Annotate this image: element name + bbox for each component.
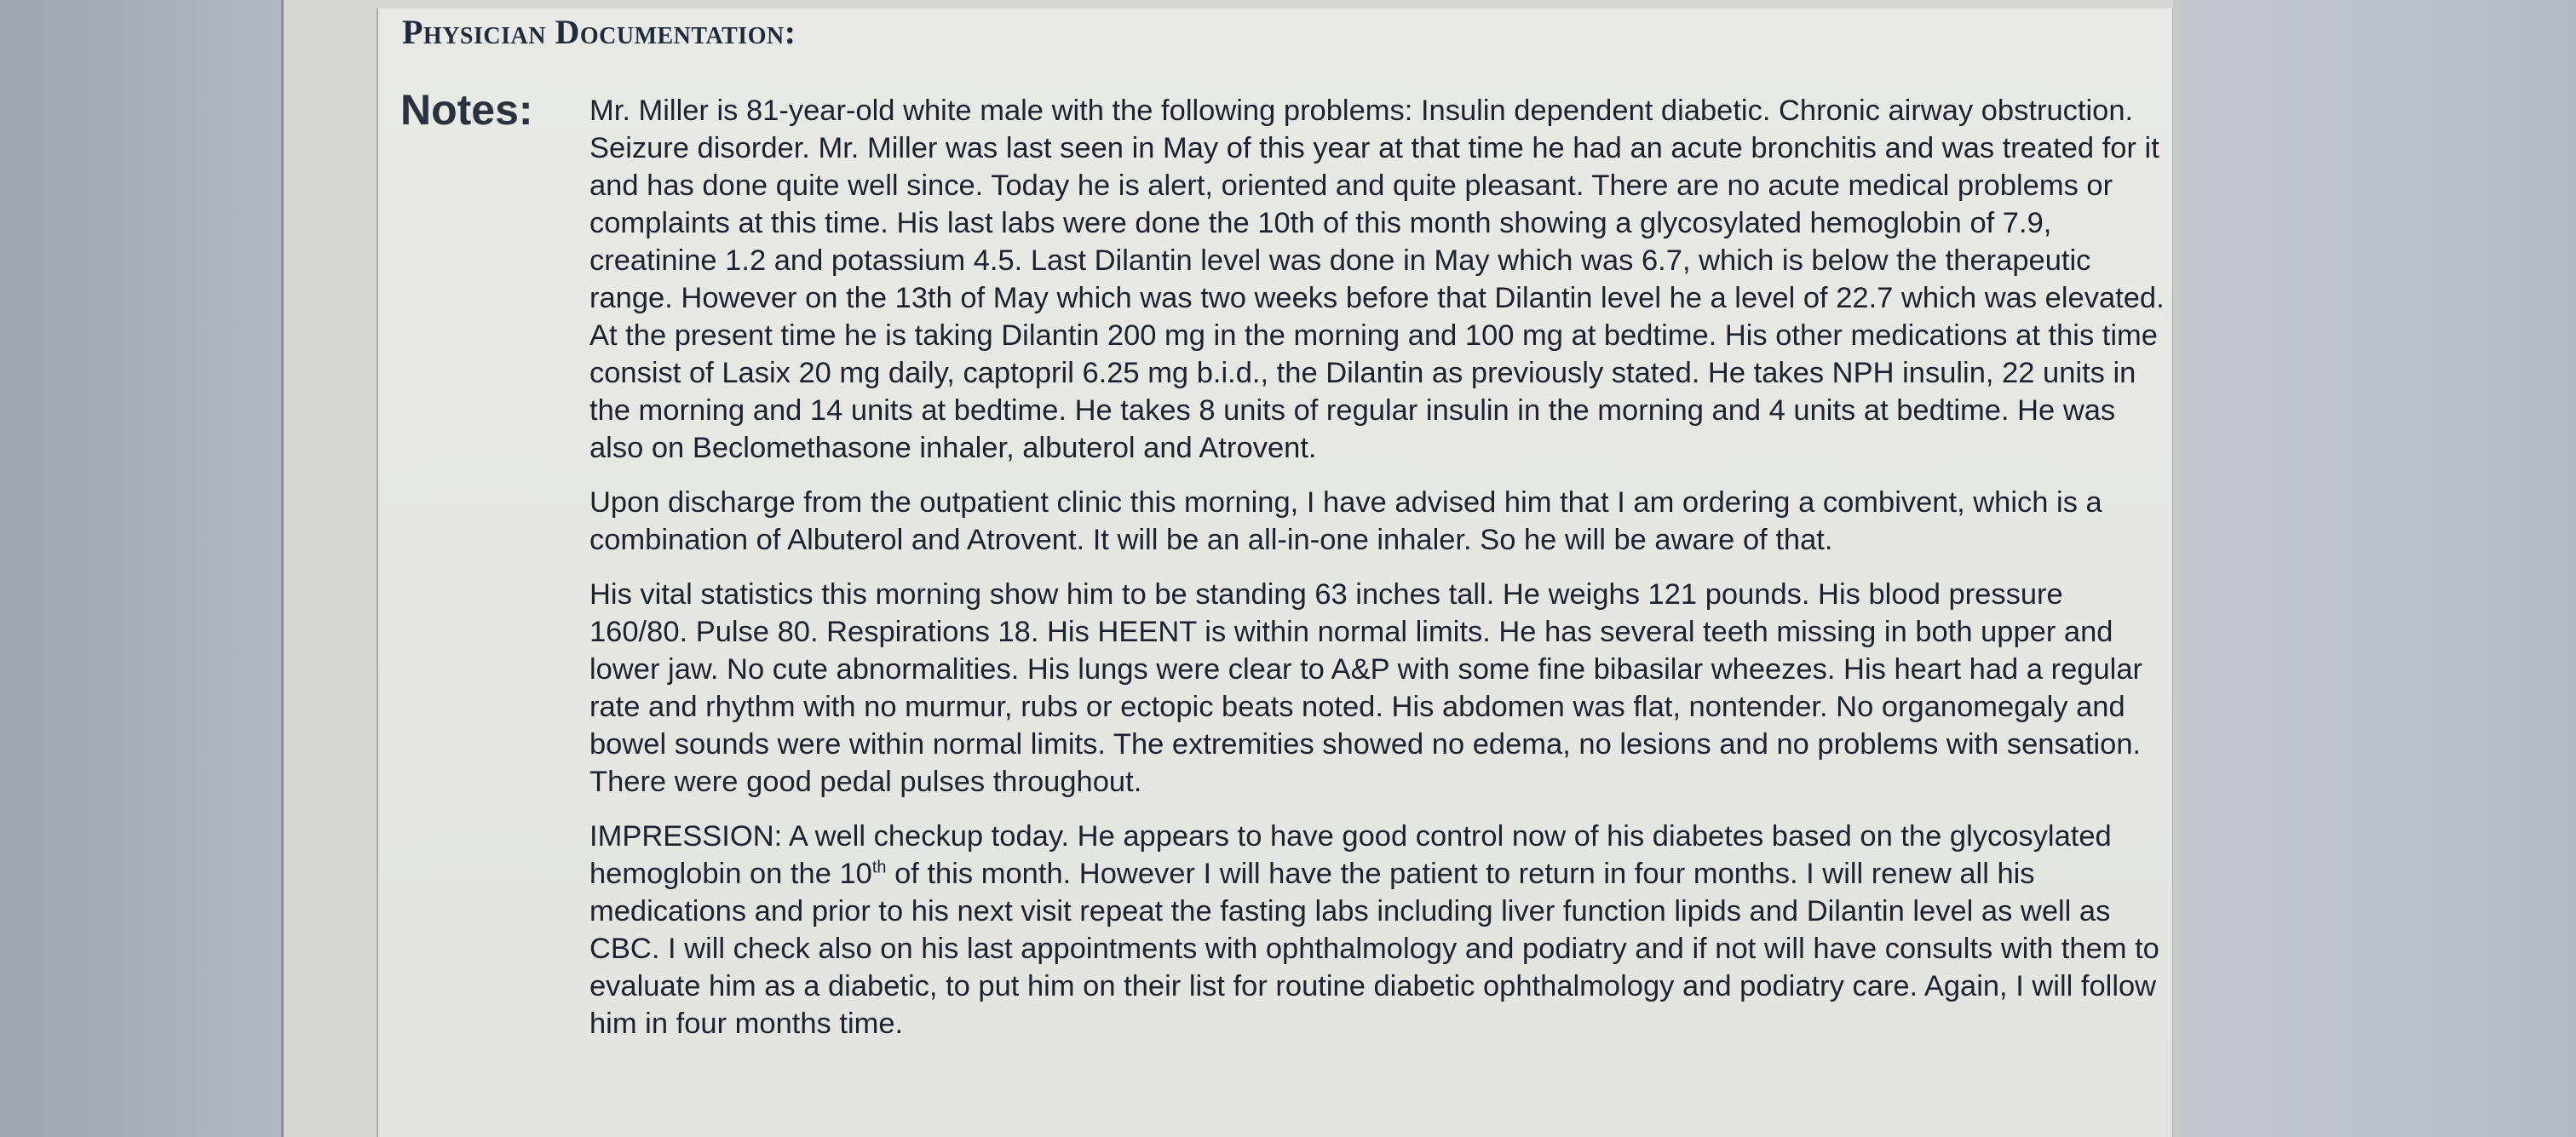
notes-paragraph-discharge: Upon discharge from the outpatient clinic this morning, I have advised him that I am ordering a combivent, which is a combination of Albuterol and Atrovent. It will be an all-in-one inhaler. So he will be aware of that. [589,486,2102,556]
notes-paragraph-history: Mr. Miller is 81-year-old white male with the following problems: Insulin dependent diabetic. Chronic airway obstruction. Seizure disorder. Mr. Miller was last seen in May of this year at that time he had an acute bronchitis and was treated for it and has done quite well since. Today he is alert, oriented and quite pleasant. There are no acute medical problems or complaints at this time. His last labs were done the 10th of this month showing a glycosylated hemoglobin of 7.9, creatinine 1.2 and potassium 4.5. Last Dilantin level was done in May which was 6.7, which is below the therapeutic range. However on the 13th of May which was two weeks before that Dilantin level he a level of 22.7 which was elevated. At the present time he is taking Dilantin 200 mg in the morning and 100 mg at bedtime. His other medications at this time consist of Lasix 20 mg daily, captopril 6.25 mg b.i.d., the Dilantin as previously stated. He takes NPH insulin, 22 units in the morning and 14 units at bedtime. He takes 8 units of regular insulin in the morning and 4 units at bedtime. He was also on Beclomethasone inhaler, albuterol and Atrovent. [589,95,2165,464]
impression-text-end: of this month. However I will have the patient to return in four months. I will renew all his medications and prior to his next visit repeat the fasting labs including liver function lipids and Dilantin level as well as CBC. I will check also on his last appointments with ophthalmology and podiatry and if not will have consults with them to evaluate him as a diabetic, to put him on their list for routine diabetic ophthalmology and podiatry care. Again, I will follow him in four months time. [589,858,2159,1040]
impression-text-start: IMPRESSION: A well checkup today. He appears to have good control now of his diabetes based on the glycosylated hemoglobin on the 10 [589,820,2112,890]
impression-superscript: th [871,858,887,877]
notes-paragraph-impression [589,818,2165,1042]
notes-body [589,92,2165,1059]
section-title: Physician Documentation: [402,13,796,51]
left-background [0,0,281,1137]
panel-edge [2173,0,2181,1137]
notes-label: Notes: [400,86,533,134]
right-background [2181,0,2576,1137]
notes-paragraph-vitals: His vital statistics this morning show him to be standing 63 inches tall. He weighs 121 pounds. His blood pressure 160/80. Pulse 80. Respirations 18. His HEENT is within normal limits. He has several teeth missing in both upper and lower jaw. No cute abnormalities. His lungs were clear to A&P with some fine bibasilar wheezes. His heart had a regular rate and rhythm with no murmur, rubs or ectopic beats noted. His abdomen was flat, nontender. No organomegaly and bowel sounds were within normal limits. The extremities showed no edema, no lesions and no problems with sensation. There were good pedal pulses throughout. [589,578,2142,798]
